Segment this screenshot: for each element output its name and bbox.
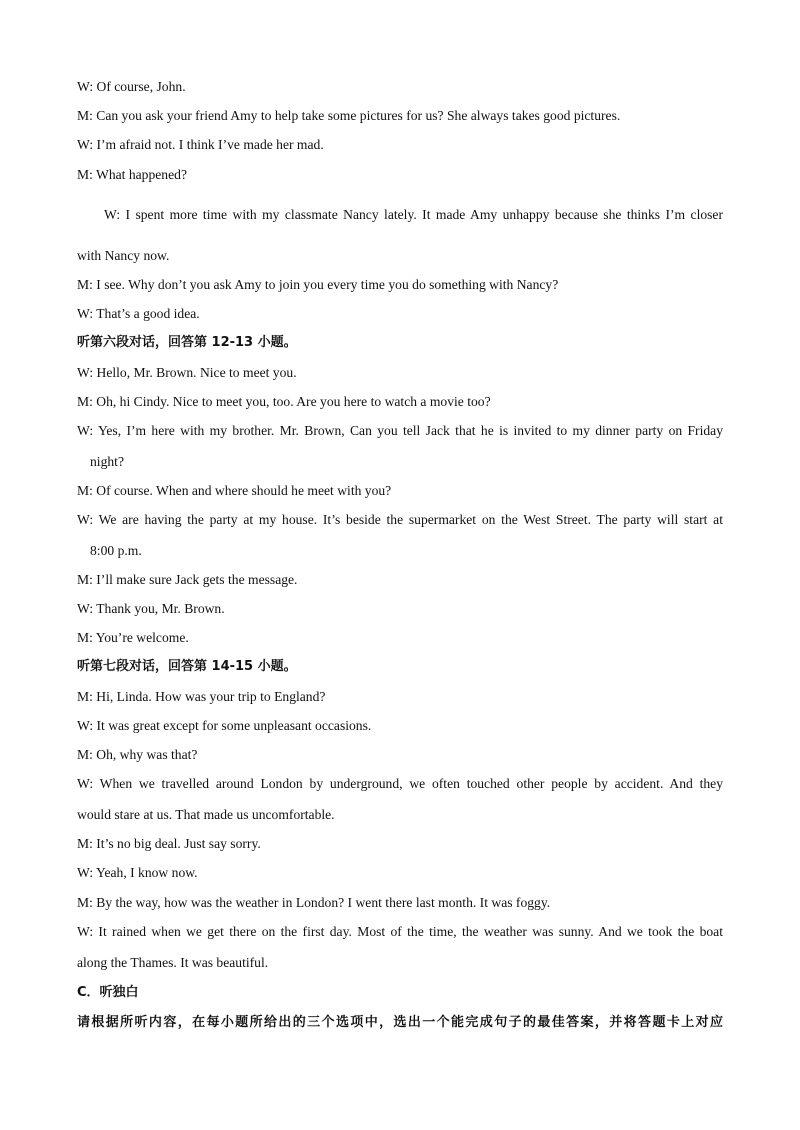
- dialogue-line-continuation: with Nancy now.: [77, 248, 170, 263]
- dialogue-line: W: I spent more time with my classmate Nancy lately. It made Amy unhappy because she thinks I’m closer: [104, 207, 723, 222]
- dialogue-line: W: Hello, Mr. Brown. Nice to meet you.: [77, 365, 297, 380]
- dialogue-line: M: It’s no big deal. Just say sorry.: [77, 836, 261, 851]
- dialogue-line: M: Hi, Linda. How was your trip to England?: [77, 689, 326, 704]
- dialogue-line: W: It was great except for some unpleasant occasions.: [77, 718, 372, 733]
- dialogue-line-continuation: would stare at us. That made us uncomfortable.: [77, 807, 335, 822]
- section-heading: C．听独白: [77, 985, 139, 1000]
- section-heading: 听第六段对话，回答第 12-13 小题。: [77, 335, 297, 350]
- dialogue-line: W: Yes, I’m here with my brother. Mr. Brown, Can you tell Jack that he is invited to my dinner party on Friday: [77, 423, 723, 438]
- dialogue-line: W: It rained when we get there on the first day. Most of the time, the weather was sunny. And we took the boat: [77, 924, 723, 939]
- dialogue-line: W: That’s a good idea.: [77, 306, 200, 321]
- section-heading: 听第七段对话，回答第 14-15 小题。: [77, 659, 297, 674]
- dialogue-line: W: Yeah, I know now.: [77, 865, 198, 880]
- instruction-text: 请根据所听内容，在每小题所给出的三个选项中，选出一个能完成句子的最佳答案，并将答题卡上对应: [77, 1015, 723, 1030]
- dialogue-line: W: I’m afraid not. I think I’ve made her mad.: [77, 137, 324, 152]
- dialogue-line: W: We are having the party at my house. It’s beside the supermarket on the West Street. The party will start at: [77, 512, 723, 527]
- dialogue-line-continuation: 8:00 p.m.: [90, 543, 142, 558]
- dialogue-line: W: Of course, John.: [77, 79, 186, 94]
- dialogue-line: M: By the way, how was the weather in London? I went there last month. It was foggy.: [77, 895, 551, 910]
- dialogue-line: W: Thank you, Mr. Brown.: [77, 601, 225, 616]
- dialogue-line: M: I’ll make sure Jack gets the message.: [77, 572, 298, 587]
- dialogue-line: W: When we travelled around London by underground, we often touched other people by accident. And they: [77, 776, 723, 791]
- dialogue-line: M: Oh, hi Cindy. Nice to meet you, too. Are you here to watch a movie too?: [77, 394, 491, 409]
- dialogue-line: M: Can you ask your friend Amy to help take some pictures for us? She always takes good pictures.: [77, 108, 621, 123]
- dialogue-line-continuation: night?: [90, 454, 124, 469]
- dialogue-line: M: Of course. When and where should he meet with you?: [77, 483, 392, 498]
- dialogue-line: M: I see. Why don’t you ask Amy to join you every time you do something with Nancy?: [77, 277, 559, 292]
- dialogue-line-continuation: along the Thames. It was beautiful.: [77, 955, 269, 970]
- dialogue-line: M: You’re welcome.: [77, 630, 189, 645]
- dialogue-line: M: Oh, why was that?: [77, 747, 198, 762]
- dialogue-line: M: What happened?: [77, 167, 187, 182]
